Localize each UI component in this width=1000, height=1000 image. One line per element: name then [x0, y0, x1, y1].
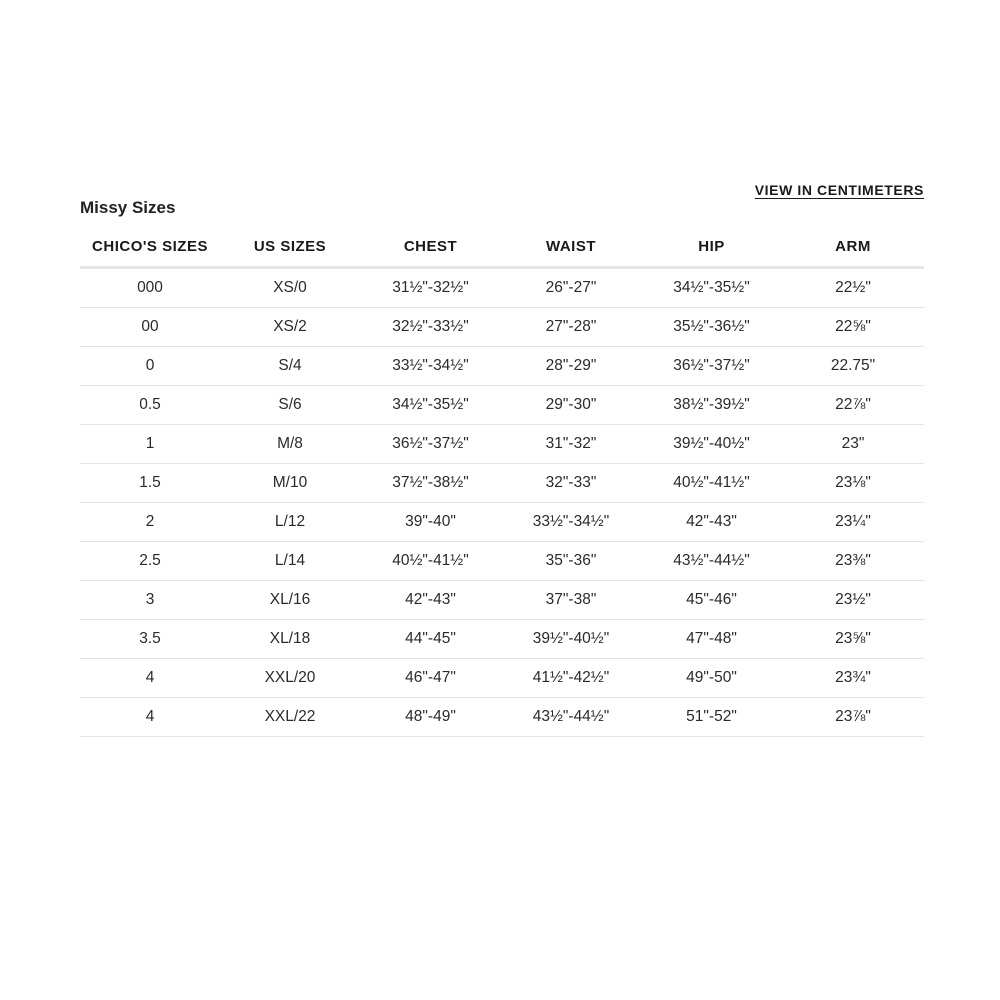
cell-hip: 47"-48" — [641, 620, 782, 659]
table-row — [80, 268, 924, 308]
table-row — [80, 503, 924, 542]
cell-chicos-size: 1.5 — [80, 464, 220, 503]
cell-chest: 32½"-33½" — [360, 308, 501, 347]
cell-arm: 23⅞" — [782, 698, 924, 737]
cell-chicos-size: 0 — [80, 347, 220, 386]
cell-chest: 33½"-34½" — [360, 347, 501, 386]
section-title: Missy Sizes — [80, 198, 176, 217]
cell-chest: 40½"-41½" — [360, 542, 501, 581]
size-table — [80, 226, 924, 737]
cell-us-size: M/10 — [220, 464, 360, 503]
column-header-chest: CHEST — [360, 226, 501, 268]
cell-chicos-size: 2.5 — [80, 542, 220, 581]
cell-us-size: M/8 — [220, 425, 360, 464]
cell-chest: 31½"-32½" — [360, 268, 501, 308]
cell-waist: 32"-33" — [501, 464, 641, 503]
size-chart — [80, 176, 924, 737]
cell-waist: 33½"-34½" — [501, 503, 641, 542]
cell-hip: 43½"-44½" — [641, 542, 782, 581]
cell-hip: 38½"-39½" — [641, 386, 782, 425]
cell-waist: 35"-36" — [501, 542, 641, 581]
cell-us-size: XXL/22 — [220, 698, 360, 737]
cell-arm: 22⅞" — [782, 386, 924, 425]
cell-us-size: XXL/20 — [220, 659, 360, 698]
cell-chest: 44"-45" — [360, 620, 501, 659]
table-row — [80, 425, 924, 464]
cell-hip: 51"-52" — [641, 698, 782, 737]
column-header-chicos-size: CHICO'S SIZES — [80, 226, 220, 268]
cell-us-size: L/14 — [220, 542, 360, 581]
cell-chest: 42"-43" — [360, 581, 501, 620]
cell-chicos-size: 4 — [80, 659, 220, 698]
table-row — [80, 308, 924, 347]
cell-chest: 48"-49" — [360, 698, 501, 737]
cell-us-size: S/4 — [220, 347, 360, 386]
cell-us-size: XL/16 — [220, 581, 360, 620]
cell-waist: 29"-30" — [501, 386, 641, 425]
table-row — [80, 581, 924, 620]
cell-arm: 23" — [782, 425, 924, 464]
column-header-waist: WAIST — [501, 226, 641, 268]
cell-waist: 43½"-44½" — [501, 698, 641, 737]
cell-waist: 27"-28" — [501, 308, 641, 347]
table-row — [80, 347, 924, 386]
cell-chicos-size: 2 — [80, 503, 220, 542]
cell-hip: 42"-43" — [641, 503, 782, 542]
table-row — [80, 659, 924, 698]
cell-hip: 40½"-41½" — [641, 464, 782, 503]
table-row — [80, 698, 924, 737]
cell-hip: 39½"-40½" — [641, 425, 782, 464]
cell-arm: 23⅜" — [782, 542, 924, 581]
cell-waist: 31"-32" — [501, 425, 641, 464]
cell-chest: 37½"-38½" — [360, 464, 501, 503]
cell-arm: 23½" — [782, 581, 924, 620]
cell-arm: 22.75" — [782, 347, 924, 386]
cell-waist: 41½"-42½" — [501, 659, 641, 698]
table-row — [80, 386, 924, 425]
cell-hip: 49"-50" — [641, 659, 782, 698]
cell-us-size: S/6 — [220, 386, 360, 425]
size-chart-header — [80, 176, 924, 226]
cell-chicos-size: 4 — [80, 698, 220, 737]
table-header-row — [80, 226, 924, 268]
table-body — [80, 268, 924, 737]
table-row — [80, 542, 924, 581]
cell-us-size: XS/0 — [220, 268, 360, 308]
cell-arm: 23¼" — [782, 503, 924, 542]
cell-arm: 23⅛" — [782, 464, 924, 503]
column-header-hip: HIP — [641, 226, 782, 268]
cell-arm: 22⅝" — [782, 308, 924, 347]
cell-chest: 36½"-37½" — [360, 425, 501, 464]
cell-waist: 37"-38" — [501, 581, 641, 620]
cell-us-size: XL/18 — [220, 620, 360, 659]
cell-hip: 35½"-36½" — [641, 308, 782, 347]
cell-chest: 39"-40" — [360, 503, 501, 542]
cell-chicos-size: 1 — [80, 425, 220, 464]
cell-chicos-size: 0.5 — [80, 386, 220, 425]
cell-chicos-size: 00 — [80, 308, 220, 347]
cell-us-size: XS/2 — [220, 308, 360, 347]
cell-hip: 36½"-37½" — [641, 347, 782, 386]
cell-chest: 34½"-35½" — [360, 386, 501, 425]
table-row — [80, 620, 924, 659]
cell-chicos-size: 000 — [80, 268, 220, 308]
column-header-arm: ARM — [782, 226, 924, 268]
cell-hip: 34½"-35½" — [641, 268, 782, 308]
cell-us-size: L/12 — [220, 503, 360, 542]
cell-waist: 39½"-40½" — [501, 620, 641, 659]
cell-arm: 22½" — [782, 268, 924, 308]
cell-chicos-size: 3.5 — [80, 620, 220, 659]
cell-hip: 45"-46" — [641, 581, 782, 620]
cell-chicos-size: 3 — [80, 581, 220, 620]
cell-waist: 26"-27" — [501, 268, 641, 308]
cell-chest: 46"-47" — [360, 659, 501, 698]
cell-arm: 23⅝" — [782, 620, 924, 659]
column-header-us-size: US SIZES — [220, 226, 360, 268]
view-in-centimeters-link[interactable]: VIEW IN CENTIMETERS — [754, 182, 924, 198]
cell-waist: 28"-29" — [501, 347, 641, 386]
table-row — [80, 464, 924, 503]
cell-arm: 23¾" — [782, 659, 924, 698]
